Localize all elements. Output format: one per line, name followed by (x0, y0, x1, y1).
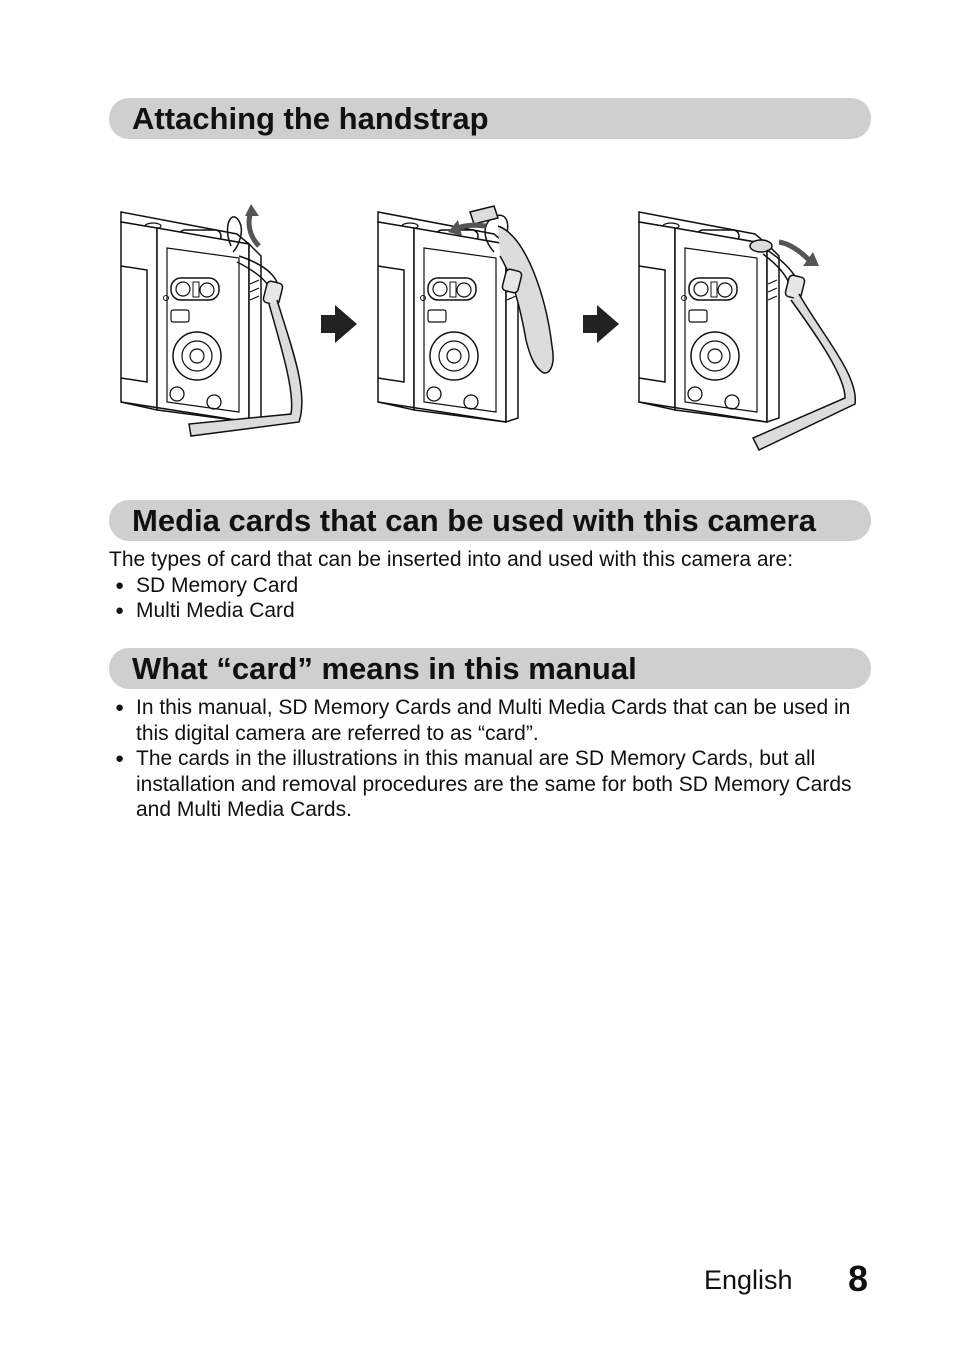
card-type-list (109, 573, 879, 624)
card-meaning-body (109, 695, 879, 823)
section-banner-handstrap (109, 98, 871, 139)
section-banner-card-meaning (109, 648, 871, 689)
handstrap-illustration (109, 196, 871, 458)
arrow-right-icon (321, 305, 357, 343)
camera-step-1 (121, 204, 302, 436)
list-item: ● SD Memory Card (109, 573, 879, 599)
section-banner-media-cards (109, 500, 871, 541)
camera-step-2 (378, 206, 553, 422)
arrow-right-icon (583, 305, 619, 343)
camera-step-3 (639, 212, 855, 450)
list-item: ● Multi Media Card (109, 598, 879, 624)
section-heading: Attaching the handstrap (132, 101, 489, 136)
list-item: ● In this manual, SD Memory Cards and Multi Media Cards that can be used in this digital camera are referred to as “card”. (109, 695, 879, 746)
footer-language: English (704, 1265, 793, 1295)
media-cards-body (109, 547, 879, 624)
list-item: ● The cards in the illustrations in this manual are SD Memory Cards, but all installation and removal procedures are the same for both SD Memory Cards and Multi Media Cards. (109, 746, 879, 823)
page-number: 8 (848, 1258, 869, 1299)
intro-paragraph: The types of card that can be inserted into and used with this camera are: (109, 548, 794, 571)
card-meaning-list (109, 695, 879, 823)
section-heading: Media cards that can be used with this camera (132, 503, 816, 538)
section-heading: What “card” means in this manual (132, 651, 637, 686)
